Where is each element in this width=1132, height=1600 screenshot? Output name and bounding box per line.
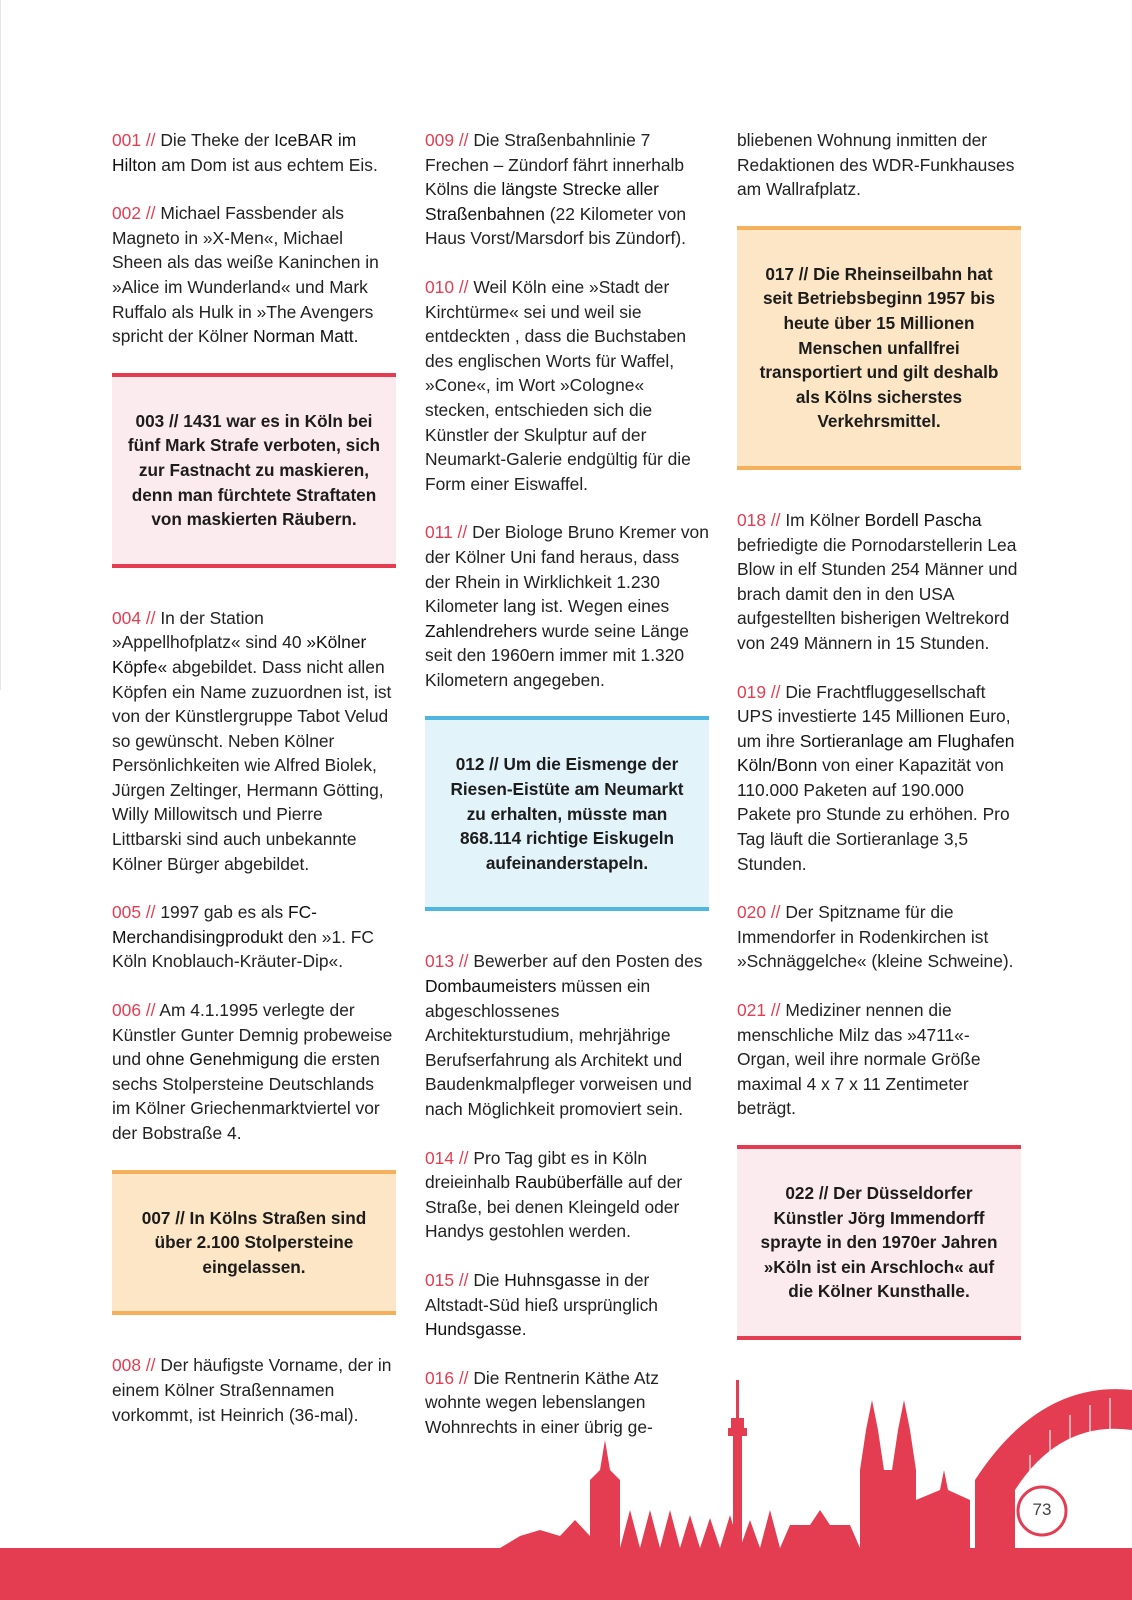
fact-013: 013 // Bewerber auf den Posten des Dombaumeisters müssen ein abgeschlossenes Architekturstudium, mehrjährige Berufserfahrung als Architekt und Baudenkmalpfleger vorweisen und nach Möglichkeit promoviert sein. <box>425 951 703 1119</box>
fact-number: 015 // <box>425 1269 469 1290</box>
fact-number: 005 // <box>112 902 156 923</box>
fact-006: 006 // Am 4.1.1995 verlegte der Künstler Gunter Demnig probeweise und ohne Genehmigung die ersten sechs Stolpersteine Deutschlands im Kölner Griechenmarktviertel vor der Bobstraße 4. <box>112 1000 393 1143</box>
fact-number: 001 // <box>112 130 156 150</box>
fact-number: 018 // <box>737 509 781 530</box>
fact-number: 014 // <box>425 1147 469 1168</box>
highlight: längste Strecke aller Straßenbahnen <box>425 179 659 224</box>
highlight: IceBAR im Hilton <box>112 130 357 175</box>
fact-number: 021 // <box>737 1000 781 1021</box>
cologne-skyline-icon <box>0 1360 1132 1600</box>
fact-016-continued: bliebenen Wohnung inmitten der Redaktionen des WDR-Funkhauses am Wallrafplatz. <box>737 130 1015 200</box>
fact-021: 021 // Mediziner nennen die menschliche Milz das »4711«-Organ, weil ihre normale Größe maximal 4 x 7 x 11 Zentimeter beträgt. <box>737 1000 981 1119</box>
fact-number: 010 // <box>425 276 469 297</box>
fact-002: 002 // Michael Fassbender als Magneto in »X-Men«, Michael Sheen als das weiße Kaninchen in »Alice im Wunderland« und Mark Ruffalo als Hulk in »The Avengers spricht der Kölner Norman Matt. <box>112 203 379 347</box>
column-2 <box>425 128 709 1464</box>
fact-011: 011 // Der Biologe Bruno Kremer von der Kölner Uni fand heraus, dass der Rhein in Wirklichkeit 1.230 Kilometer lang ist. Wegen eines Zahlendrehers wurde seine Länge seit den 1960ern immer mit 1.320 Kilometern angegeben. <box>425 522 709 690</box>
page-edge-line <box>0 0 1 690</box>
fact-number: 009 // <box>425 130 469 150</box>
fact-016: 016 // Die Rentnerin Käthe Atz wohnte wegen lebenslangen Wohnrechts in einer übrig ge- <box>425 1367 659 1437</box>
highlight: ohne Genehmigung <box>145 1049 299 1070</box>
fact-number: 020 // <box>737 902 781 923</box>
fact-008: 008 // Der häufigste Vorname, der in einem Kölner Straßennamen vorkommt, ist Heinrich (36-mal). <box>112 1355 392 1425</box>
fact-number: 002 // <box>112 203 156 224</box>
fact-box-022: 022 // Der Düsseldorfer Künstler Jörg Immendorff sprayte in den 1970er Jahren »Köln ist ein Arschloch« auf die Kölner Kunsthalle. <box>737 1145 1021 1340</box>
fact-001: 001 // Die Theke der IceBAR im Hilton am Dom ist aus echtem Eis. <box>112 130 378 175</box>
highlight: Dombaumeisters <box>425 976 557 997</box>
fact-009: 009 // Die Straßenbahnlinie 7 Frechen – Zündorf fährt innerhalb Kölns die längste Strecke aller Straßenbahnen (22 Kilometer von Haus Vorst/Marsdorf bis Zündorf). <box>425 130 687 249</box>
fact-014: 014 // Pro Tag gibt es in Köln dreieinhalb Raubüberfälle auf der Straße, bei denen Kleingeld oder Handys gestohlen werden. <box>425 1147 683 1242</box>
highlight: »Kölner Köpfe« <box>112 632 367 677</box>
fact-box-007: 007 // In Kölns Straßen sind über 2.100 Stolpersteine eingelassen. <box>112 1170 396 1316</box>
fact-number: 011 // <box>425 522 468 543</box>
fact-010: 010 // Weil Köln eine »Stadt der Kirchtürme« sei und weil sie entdeckten , dass die Buchstaben des englischen Worts für Waffel, »Cone«, im Wort »Cologne« stecken, entschieden sich die Künstler der Skulptur auf der Neumarkt-Galerie endgültig für die Form einer Eiswaffel. <box>425 276 691 494</box>
highlight: Huhnsgasse <box>504 1269 601 1290</box>
fact-number: 019 // <box>737 681 781 702</box>
fact-020: 020 // Der Spitzname für die Immendorfer in Rodenkirchen ist »Schnäggelche« (kleine Schweine). <box>737 902 1014 972</box>
fact-005: 005 // 1997 gab es als FC-Merchandisingprodukt den »1. FC Köln Knoblauch-Kräuter-Dip«. <box>112 902 374 972</box>
fact-number: 008 // <box>112 1355 156 1376</box>
fact-number: 016 // <box>425 1367 469 1388</box>
fact-015: 015 // Die Huhnsgasse in der Altstadt-Süd hieß ursprünglich Hundsgasse. <box>425 1269 658 1340</box>
fact-number: 004 // <box>112 607 156 628</box>
highlight: Zahlendrehers <box>425 620 538 641</box>
highlight: Hundsgasse <box>425 1319 522 1340</box>
fact-box-012: 012 // Um die Eismenge der Riesen-Eistüte am Neumarkt zu erhalten, müsste man 868.114 richtige Eiskugeln aufeinanderstapeln. <box>425 716 709 911</box>
fact-box-017: 017 // Die Rheinseilbahn hat seit Betriebsbeginn 1957 bis heute über 15 Millionen Menschen unfallfrei transportiert und gilt deshalb als Kölns sicherstes Verkehrsmittel. <box>737 226 1021 470</box>
fact-number: 013 // <box>425 951 469 972</box>
column-3 <box>737 128 1021 1378</box>
highlight: Sortieranlage am Flughafen Köln/Bonn <box>737 730 1015 776</box>
highlight: Raubüberfälle <box>514 1172 624 1193</box>
highlight: FC-Merchandisingprodukt <box>112 902 317 947</box>
fact-004: 004 // In der Station »Appellhofplatz« sind 40 »Kölner Köpfe« abgebildet. Dass nicht allen Köpfen ein Name zuzuordnen ist, ist von der Künstlergruppe Tabot Velud so gewünscht. Neben Kölner Persönlichkeiten wie Alfred Biolek, Jürgen Zeltinger, Hermann Götting, Willy Millowitsch und Pierre Littbarski sind auch unbekannte Kölner Bürger abgebildet. <box>112 607 392 874</box>
page-number: 73 <box>1032 1500 1052 1519</box>
fact-018: 018 // Im Kölner Bordell Pascha befriedigte die Pornodarstellerin Lea Blow in elf Stunden 254 Männer und brach damit den in den USA aufgestellten bisherigen Weltrekord von 249 Männern in 15 Stunden. <box>737 509 1018 653</box>
highlight: Bordell Pascha <box>864 509 982 530</box>
highlight: Norman Matt. <box>253 326 359 347</box>
fact-number: 006 // <box>112 1000 156 1021</box>
fact-019: 019 // Die Frachtfluggesellschaft UPS investierte 145 Millionen Euro, um ihre Sortieranlage am Flughafen Köln/Bonn von einer Kapazität von 110.000 Paketen auf 190.000 Pakete pro Stunde zu erhöhen. Pro Tag läuft die Sortieranlage 3,5 Stunden. <box>737 681 1015 874</box>
fact-box-003: 003 // 1431 war es in Köln bei fünf Mark Strafe verboten, sich zur Fastnacht zu maskieren, denn man fürchtete Straftaten von maskierten Räubern. <box>112 373 396 568</box>
column-1 <box>112 128 396 1451</box>
